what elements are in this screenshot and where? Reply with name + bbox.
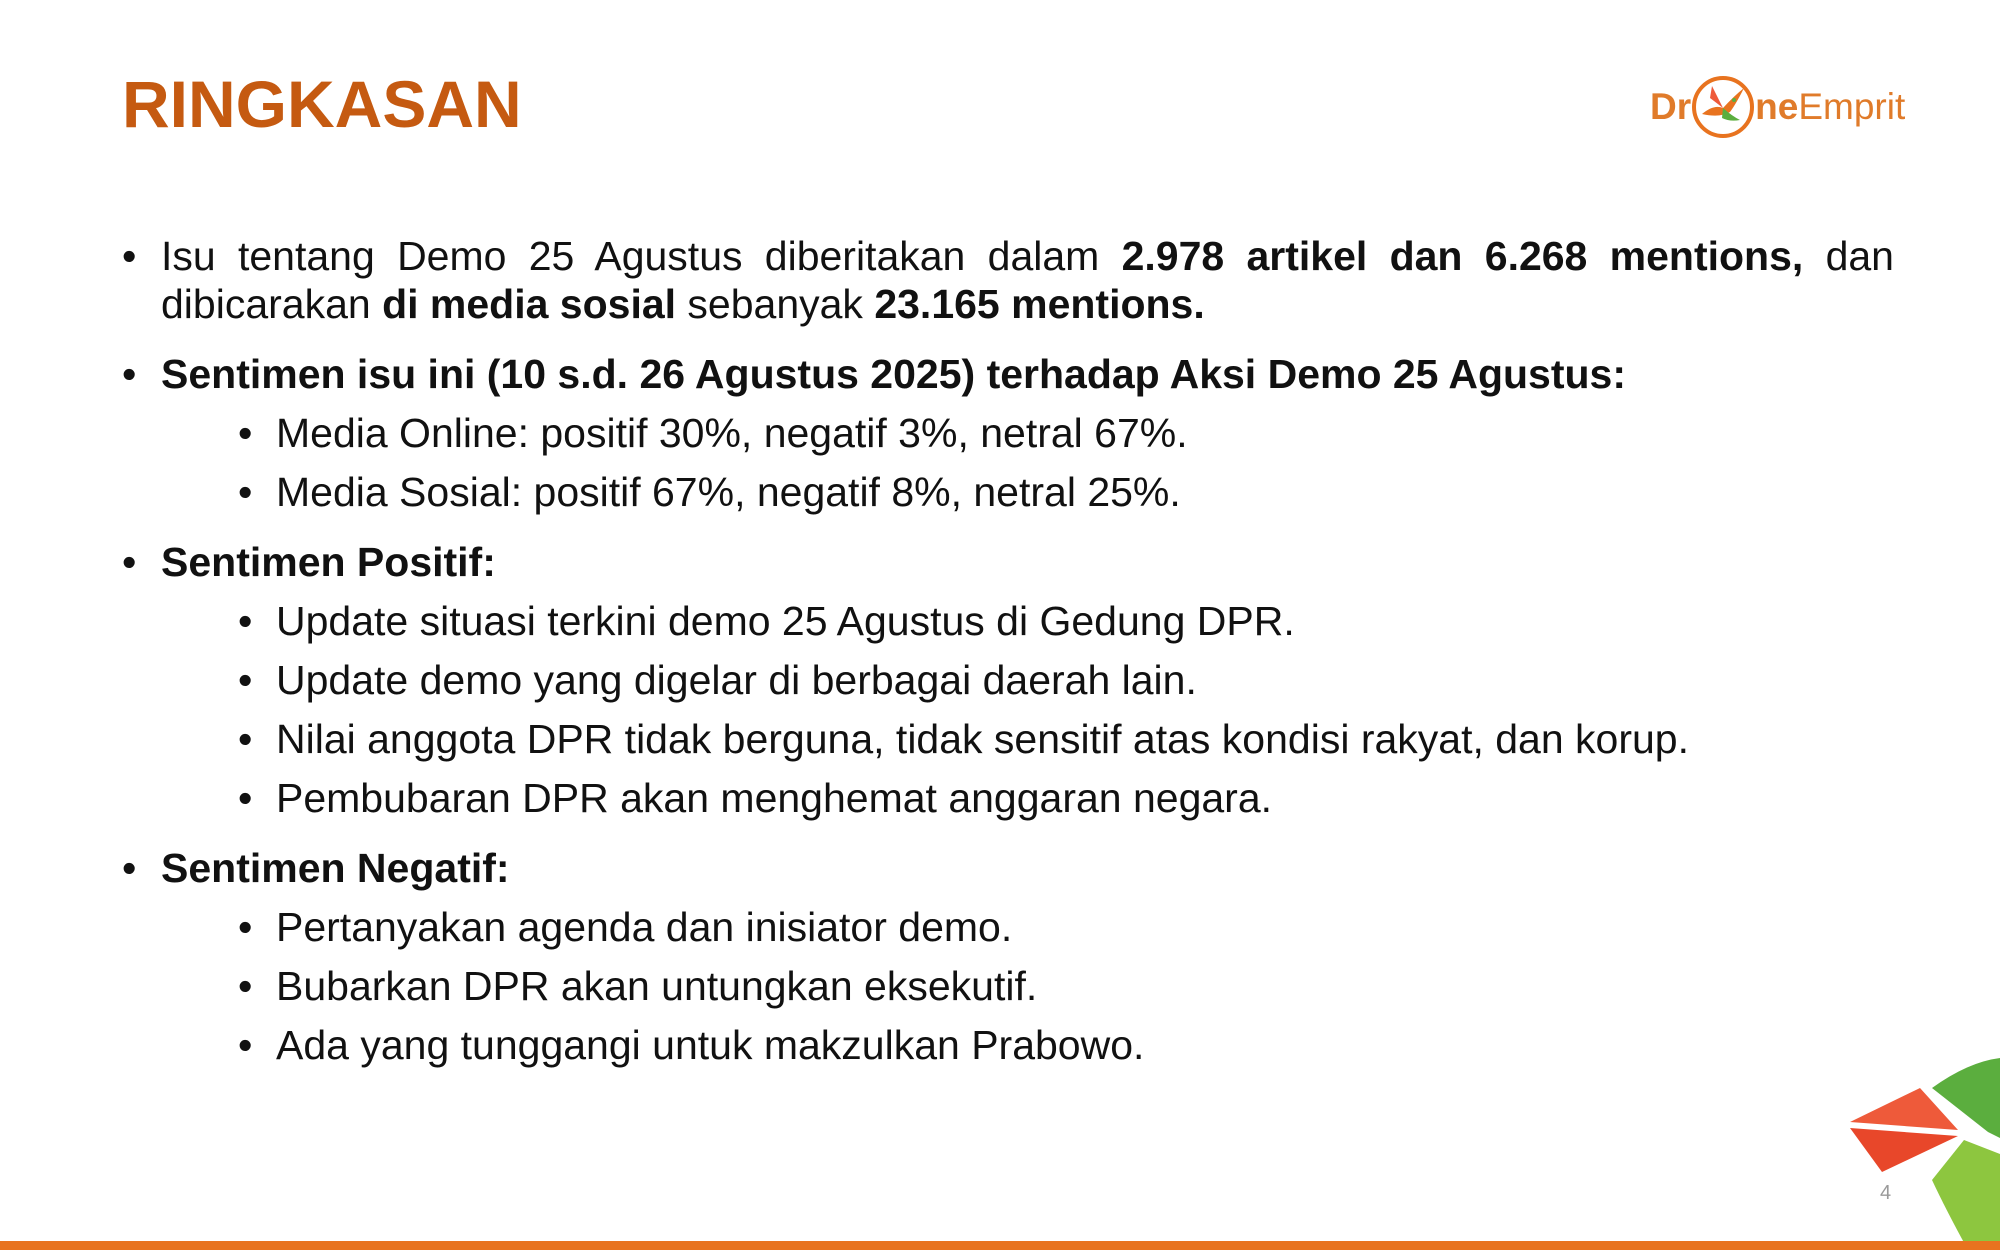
red-petal-shape [1850, 1128, 1958, 1172]
bird-drone-icon [1690, 74, 1756, 140]
negative-heading: Sentimen Negatif: [161, 845, 510, 891]
corner-decoration [1840, 1050, 2000, 1250]
sentiment-overview-list [161, 409, 1894, 516]
logo-text-empri: Empri [1798, 86, 1895, 127]
sentiment-overview-heading: Sentimen isu ini (10 s.d. 26 Agustus 2025) terhadap Aksi Demo 25 Agustus: [161, 351, 1627, 397]
list-item: • Media Sosial: positif 67%, negatif 8%, netral 25%. [161, 468, 1894, 516]
droneemprit-logo [1650, 72, 1905, 142]
coverage-articles: 2.978 artikel dan 6.268 mentions, [1121, 233, 1804, 279]
lightgreen-petal-shape [1932, 1140, 2000, 1250]
list-item: • Nilai anggota DPR tidak berguna, tidak sensitif atas kondisi rakyat, dan korup. [161, 715, 1894, 763]
bullet-negative-sentiment [122, 844, 1894, 1069]
bottom-accent-bar [0, 1241, 2000, 1250]
bullet-sentiment-overview [122, 350, 1894, 516]
logo-text-t: t [1894, 86, 1906, 127]
logo-text-dr: Dr [1650, 86, 1692, 127]
list-item: • Bubarkan DPR akan untungkan eksekutif. [161, 962, 1894, 1010]
page-number: 4 [1880, 1182, 1892, 1204]
positive-heading: Sentimen Positif: [161, 539, 496, 585]
logo-text-ne: ne [1755, 86, 1799, 127]
coverage-text-2: dan dibicarakan [161, 233, 1894, 327]
bullet-list [122, 232, 1894, 1069]
summary-content [122, 232, 1894, 1091]
list-item: • Pertanyakan agenda dan inisiator demo. [161, 903, 1894, 951]
bullet-positive-sentiment [122, 538, 1894, 822]
coverage-text-1: Isu tentang Demo 25 Agustus diberitakan dalam [161, 233, 1122, 279]
coverage-mentions: 23.165 mentions. [874, 281, 1205, 327]
coverage-text-3: sebanyak [676, 281, 875, 327]
list-item: • Pembubaran DPR akan menghemat anggaran negara. [161, 774, 1894, 822]
positive-list [161, 597, 1894, 822]
bullet-coverage [122, 232, 1894, 328]
list-item: • Update demo yang digelar di berbagai daerah lain. [161, 656, 1894, 704]
negative-list [161, 903, 1894, 1069]
coverage-social-media: di media sosial [382, 281, 677, 327]
slide-title: RINGKASAN [122, 67, 522, 141]
list-item: • Update situasi terkini demo 25 Agustus di Gedung DPR. [161, 597, 1894, 645]
list-item: • Ada yang tunggangi untuk makzulkan Prabowo. [161, 1021, 1894, 1069]
list-item: • Media Online: positif 30%, negatif 3%, netral 67%. [161, 409, 1894, 457]
